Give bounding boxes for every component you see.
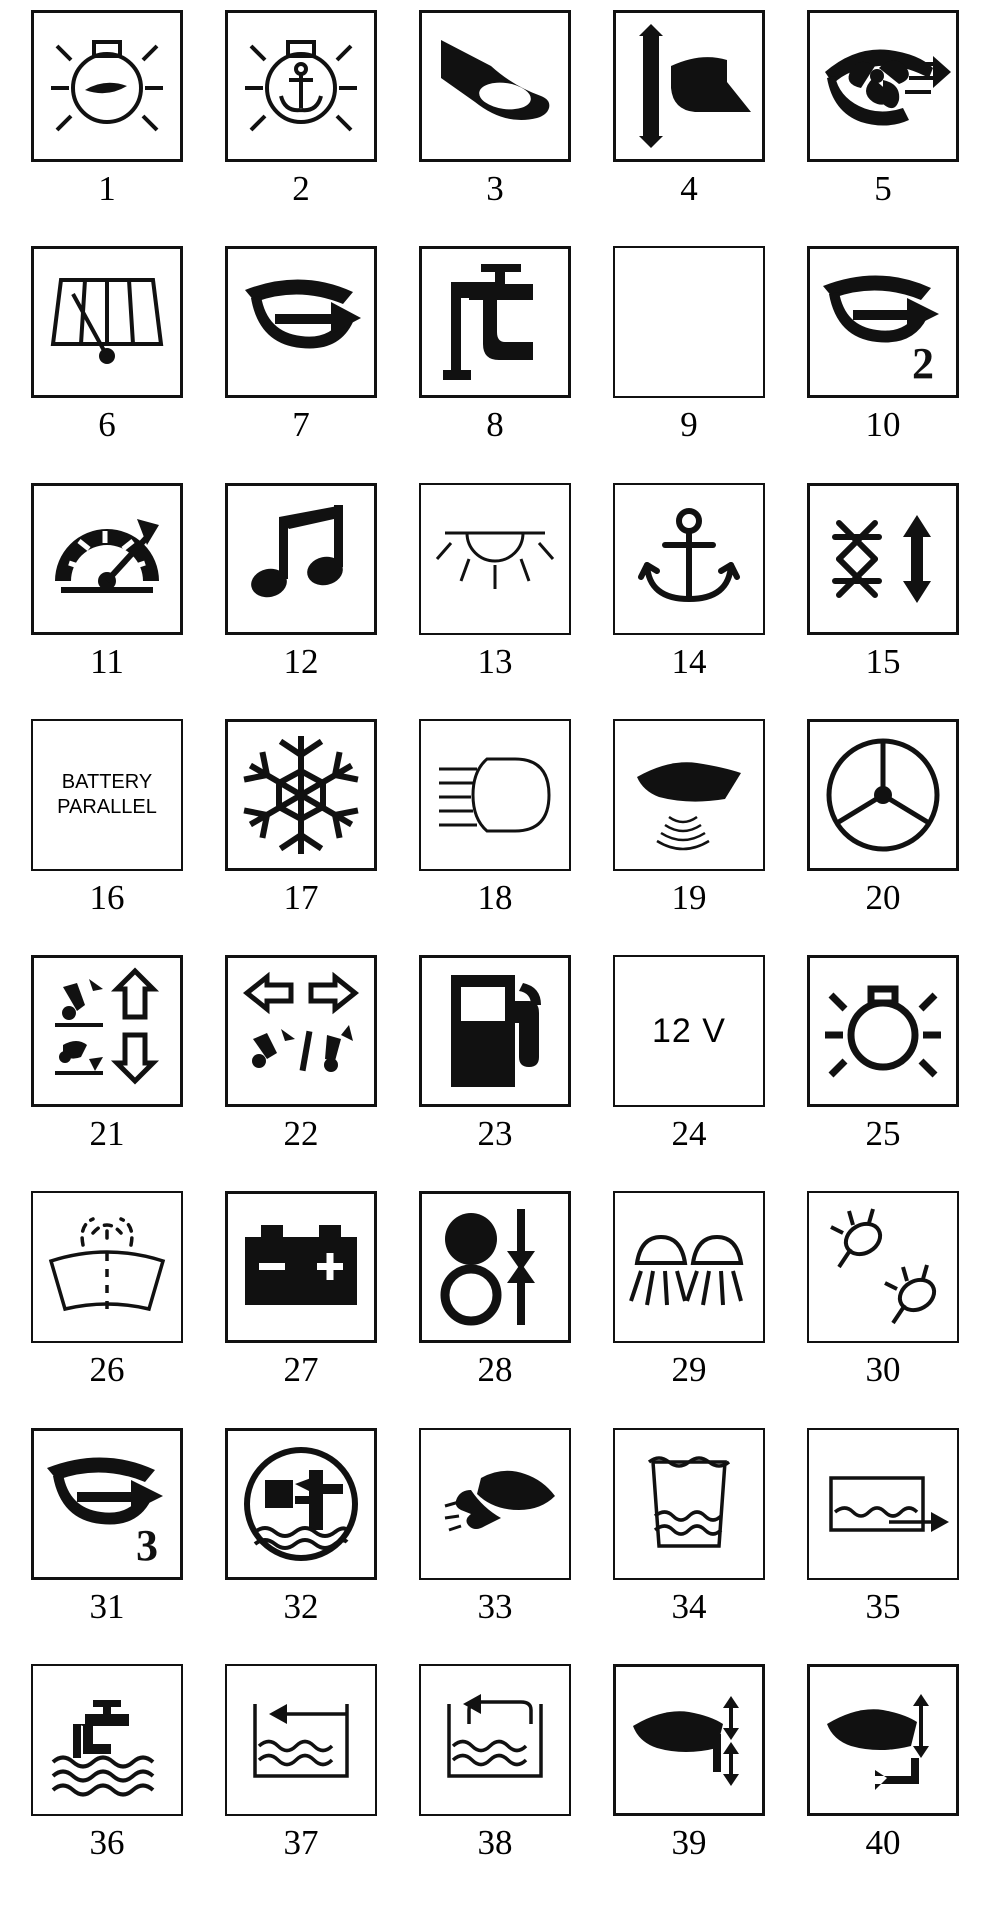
symbol-cell bbox=[14, 1191, 200, 1427]
symbol-label: 22 bbox=[283, 1114, 319, 1153]
navigation-light-masthead-icon bbox=[37, 16, 177, 156]
symbol-cell bbox=[208, 1664, 394, 1900]
symbol-box-29 bbox=[613, 1191, 765, 1343]
twelve-volt-text-icon: 12 V bbox=[652, 1011, 726, 1050]
symbol-label: 33 bbox=[477, 1586, 513, 1626]
horn-icon bbox=[425, 16, 565, 156]
symbol-box-14 bbox=[613, 483, 765, 635]
symbol-cell bbox=[208, 1428, 394, 1664]
battery-text-line-2: PARALLEL bbox=[57, 795, 157, 818]
symbol-label: 31 bbox=[89, 1586, 125, 1626]
symbol-label: 12 bbox=[283, 641, 319, 681]
raw-water-washdown-icon bbox=[37, 1670, 177, 1810]
symbol-box-8 bbox=[419, 246, 571, 398]
symbol-cell bbox=[14, 719, 200, 955]
symbol-cell bbox=[14, 955, 200, 1191]
boat-jack-plate-icon bbox=[619, 1670, 759, 1810]
symbol-box-33 bbox=[419, 1428, 571, 1580]
windshield-washer-icon bbox=[37, 1197, 177, 1337]
symbol-box-5 bbox=[807, 10, 959, 162]
symbol-label: 37 bbox=[283, 1822, 319, 1862]
symbol-label: 4 bbox=[680, 169, 698, 208]
symbol-box-35 bbox=[807, 1428, 959, 1580]
symbol-box-17 bbox=[225, 719, 377, 871]
symbol-cell bbox=[402, 955, 588, 1191]
svg-text:2: 2 bbox=[912, 339, 934, 389]
boat-trim-tilt-icon bbox=[813, 1670, 953, 1810]
symbol-label: 2 bbox=[292, 169, 310, 208]
symbol-cell bbox=[208, 10, 394, 246]
symbol-cell bbox=[790, 483, 976, 719]
symbol-cell bbox=[790, 10, 976, 246]
symbol-label: 16 bbox=[89, 877, 125, 917]
symbol-cell bbox=[790, 246, 976, 482]
all-round-light-icon bbox=[813, 961, 953, 1101]
outboard-trim-left-right-icon bbox=[231, 961, 371, 1101]
symbol-cell bbox=[596, 955, 782, 1191]
symbol-box-13 bbox=[419, 483, 571, 635]
symbol-box-12 bbox=[225, 483, 377, 635]
windshield-wiper-icon bbox=[231, 252, 371, 392]
spotlight-hand-control-icon bbox=[425, 1434, 565, 1574]
symbol-cell bbox=[596, 1428, 782, 1664]
symbol-label: 14 bbox=[671, 641, 707, 681]
symbol-label: 38 bbox=[477, 1822, 513, 1862]
symbol-label: 11 bbox=[90, 641, 124, 681]
symbol-grid bbox=[14, 10, 976, 1900]
svg-text:3: 3 bbox=[136, 1520, 158, 1570]
symbol-cell bbox=[14, 10, 200, 246]
symbol-box-10 bbox=[807, 246, 959, 398]
symbol-cell bbox=[208, 246, 394, 482]
windshield-wiper-2-icon bbox=[813, 252, 953, 392]
dome-light-icon bbox=[425, 489, 565, 629]
symbol-label: 3 bbox=[486, 169, 504, 208]
symbol-cell bbox=[402, 719, 588, 955]
symbol-box-37 bbox=[225, 1664, 377, 1816]
symbol-label: 39 bbox=[671, 1822, 707, 1862]
symbol-label: 25 bbox=[865, 1114, 901, 1153]
symbol-cell bbox=[790, 955, 976, 1191]
symbol-box-36 bbox=[31, 1664, 183, 1816]
symbol-label: 23 bbox=[477, 1114, 513, 1153]
bilge-pump-out-icon bbox=[813, 1434, 953, 1574]
symbol-cell bbox=[596, 483, 782, 719]
symbol-box-39 bbox=[613, 1664, 765, 1816]
symbol-box-2 bbox=[225, 10, 377, 162]
symbol-box-32 bbox=[225, 1428, 377, 1580]
symbol-box-22 bbox=[225, 955, 377, 1107]
symbol-cell bbox=[208, 955, 394, 1191]
symbol-box-18 bbox=[419, 719, 571, 871]
symbol-box-27 bbox=[225, 1191, 377, 1343]
blower-fan-icon bbox=[813, 16, 953, 156]
symbol-cell bbox=[790, 1428, 976, 1664]
symbol-label: 15 bbox=[865, 641, 901, 681]
symbol-label: 17 bbox=[283, 877, 319, 917]
symbol-cell bbox=[790, 1191, 976, 1427]
symbol-box-4 bbox=[613, 10, 765, 162]
anchor-icon bbox=[619, 489, 759, 629]
symbol-box-20 bbox=[807, 719, 959, 871]
symbol-label: 20 bbox=[865, 877, 901, 917]
symbol-box-26 bbox=[31, 1191, 183, 1343]
music-notes-icon bbox=[231, 489, 371, 629]
symbol-label: 8 bbox=[486, 405, 504, 445]
symbol-label: 6 bbox=[98, 405, 116, 445]
symbol-box-25 bbox=[807, 955, 959, 1107]
symbol-label: 7 bbox=[292, 405, 310, 445]
symbol-label: 18 bbox=[477, 877, 513, 917]
symbol-box-16 bbox=[31, 719, 183, 871]
symbol-cell bbox=[402, 1664, 588, 1900]
symbol-box-15 bbox=[807, 483, 959, 635]
blank-icon bbox=[619, 252, 759, 392]
symbol-box-38 bbox=[419, 1664, 571, 1816]
symbol-box-31 bbox=[31, 1428, 183, 1580]
symbol-cell bbox=[14, 483, 200, 719]
symbol-label: 35 bbox=[865, 1586, 901, 1626]
symbol-cell bbox=[208, 719, 394, 955]
symbol-cell bbox=[790, 719, 976, 955]
symbol-label: 27 bbox=[283, 1350, 319, 1390]
symbol-box-9 bbox=[613, 246, 765, 398]
washdown-pump-icon bbox=[231, 1434, 371, 1574]
symbol-label: 13 bbox=[477, 641, 513, 681]
battery-icon bbox=[231, 1197, 371, 1337]
symbol-cell bbox=[402, 1191, 588, 1427]
symbol-label: 29 bbox=[671, 1350, 707, 1390]
symbol-label: 24 bbox=[671, 1114, 707, 1153]
symbol-box-23 bbox=[419, 955, 571, 1107]
symbol-box-30 bbox=[807, 1191, 959, 1343]
symbol-box-40 bbox=[807, 1664, 959, 1816]
symbol-box-11 bbox=[31, 483, 183, 635]
symbol-box-24 bbox=[613, 955, 765, 1107]
anchor-light-icon bbox=[231, 16, 371, 156]
symbol-box-7 bbox=[225, 246, 377, 398]
water-faucet-icon bbox=[425, 252, 565, 392]
symbol-label: 40 bbox=[865, 1822, 901, 1862]
dual-spreader-lights-icon bbox=[619, 1197, 759, 1337]
symbol-cell bbox=[14, 246, 200, 482]
symbol-box-28 bbox=[419, 1191, 571, 1343]
symbol-cell bbox=[402, 246, 588, 482]
symbol-box-3 bbox=[419, 10, 571, 162]
symbol-cell bbox=[790, 1664, 976, 1900]
symbol-cell bbox=[402, 483, 588, 719]
symbol-box-1 bbox=[31, 10, 183, 162]
symbol-label: 10 bbox=[865, 405, 901, 445]
battery-parallel-text-icon bbox=[57, 770, 157, 820]
snowflake-icon bbox=[231, 725, 371, 865]
symbol-cell bbox=[596, 10, 782, 246]
symbol-box-19 bbox=[613, 719, 765, 871]
livewell-tank-icon bbox=[619, 1434, 759, 1574]
battery-text-line-1: BATTERY bbox=[61, 770, 153, 793]
symbol-cell bbox=[402, 10, 588, 246]
symbol-label: 1 bbox=[98, 169, 116, 208]
livewell-fill-icon bbox=[231, 1670, 371, 1810]
depth-sounder-boat-icon bbox=[619, 725, 759, 865]
twin-flood-lights-icon bbox=[813, 1197, 953, 1337]
antenna-up-down-icon bbox=[813, 489, 953, 629]
symbol-cell bbox=[208, 483, 394, 719]
symbol-cell bbox=[208, 1191, 394, 1427]
livewell-recirculate-icon bbox=[425, 1670, 565, 1810]
symbol-label: 30 bbox=[865, 1350, 901, 1390]
symbol-label: 19 bbox=[671, 877, 707, 917]
symbol-cell bbox=[596, 246, 782, 482]
symbol-box-6 bbox=[31, 246, 183, 398]
symbol-box-21 bbox=[31, 955, 183, 1107]
symbol-label: 34 bbox=[671, 1586, 707, 1626]
symbol-label: 21 bbox=[89, 1114, 125, 1153]
symbol-label: 32 bbox=[283, 1586, 319, 1626]
symbol-cell bbox=[596, 1191, 782, 1427]
speedometer-icon bbox=[37, 489, 177, 629]
headlight-icon bbox=[425, 725, 565, 865]
symbol-label: 36 bbox=[89, 1822, 125, 1862]
fuel-pump-icon bbox=[425, 961, 565, 1101]
symbol-label: 5 bbox=[874, 169, 892, 208]
steering-wheel-icon bbox=[813, 725, 953, 865]
symbol-cell bbox=[14, 1664, 200, 1900]
symbol-label: 26 bbox=[89, 1350, 125, 1390]
symbol-cell bbox=[402, 1428, 588, 1664]
windshield-wiper-3-icon bbox=[37, 1434, 177, 1574]
symbol-label: 28 bbox=[477, 1350, 513, 1390]
outboard-tilt-up-down-icon bbox=[37, 961, 177, 1101]
float-switch-up-down-icon bbox=[425, 1197, 565, 1337]
gauge-dial-icon bbox=[37, 252, 177, 392]
symbol-label: 9 bbox=[680, 405, 698, 445]
symbol-box-34 bbox=[613, 1428, 765, 1580]
trim-tab-boat-up-down-icon bbox=[619, 16, 759, 156]
symbol-cell bbox=[596, 1664, 782, 1900]
symbol-cell bbox=[596, 719, 782, 955]
symbol-cell bbox=[14, 1428, 200, 1664]
